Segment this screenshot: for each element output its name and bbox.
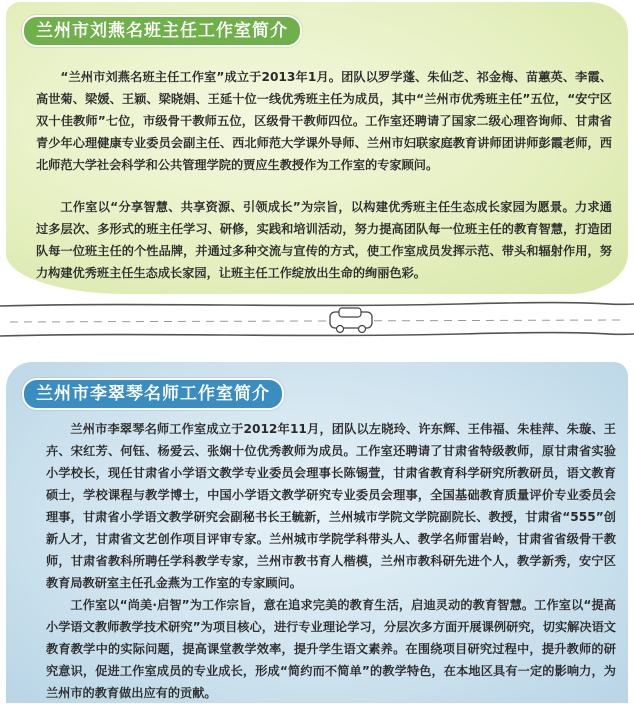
road-divider-illustration xyxy=(0,292,634,352)
section2-paragraph-1: 兰州市李翠琴名师工作室成立于2012年11月，团队以左晓玲、许东辉、王伟福、朱桂萍、朱璇、王卉、宋红芳、何钰、杨爱云、张娴十位优秀教师为成员。工作室还聘请了甘肃省特级教师，原甘肃省实验小学校长，现任甘肃省小学语文教学专业委员会理事长陈锡萱，甘肃省教育科学研究所教研员，语文教育硕士，学校课程与教学博士，中国小学语文教学研究专业委员会理事，全国基础教育质量评价专业委员会理事，甘肃省小学语文教学研究会副秘书长王毓新，兰州城市学院文学院副院长、教授，甘肃省“555”创新人才，甘肃省文艺创作项目评审专家。兰州城市学院学科带头人、教学名师雷岩岭，甘肃省省级骨干教师，甘肃省教科所聘任学科教学专家，兰州市教书育人楷模，兰州市教科研先进个人，教学新秀，安宁区教育局教研室主任孔金燕为工作室的专家顾问。 xyxy=(46,422,616,590)
car-icon xyxy=(330,308,372,333)
section2-paragraph-2: 工作室以“尚美·启智”为工作宗旨，意在追求完美的教育生活，启迪灵动的教育智慧。工作室以“提高小学语文教师教学技术研究”为项目核心，进行专业理论学习，分层次多方面开展课例研究，切实解决语文教育教学中的实际问题，提高课堂教学效率，提升学生语文素养。在围绕项目研究过程中，提升教师的研究意识，促进工作室成员的专业成长，形成“简约而不简单”的教学特色，在本地区具有一定的影响力，为兰州市的教育做出应有的贡献。 xyxy=(46,598,616,700)
section1-paragraph-1: “兰州市刘燕名班主任工作室”成立于2013年1月。团队以罗学蓬、朱仙芝、祁金梅、苗蕙英、李霞、高世菊、梁媛、王颖、梁晓娟、王延十位一线优秀班主任为成员，其中“兰州市优秀班主任”五位，“安宁区双十佳教师”七位，市级骨干教师五位，区级骨干教师四位。工作室还聘请了国家二级心理咨询师、甘肃省青少年心理健康专业委员会副主任、西北师范大学课外导师、兰州市妇联家庭教育讲师团讲师彭霞老师，西北师范大学社会科学和公共管理学院的贾应生教授作为工作室的专家顾问。 xyxy=(36,70,612,172)
section1-title: 兰州市刘燕名班主任工作室简介 xyxy=(22,15,302,47)
section1-paragraph-2: 工作室以“分享智慧、共享资源、引领成长”为宗旨，以构建优秀班主任生态成长家园为愿景。力求通过多层次、多形式的班主任学习、研修，实践和培训活动，努力提高团队每一位班主任的教育智慧，打造团队每一位班主任的个性品牌，并通过多种交流与宣传的方式，使工作室成员发挥示范、带头和辐射作用，努力构建优秀班主任生态成长家园，让班主任工作绽放出生命的绚丽色彩。 xyxy=(36,200,612,280)
section2-title: 兰州市李翠琴名师工作室简介 xyxy=(22,378,284,410)
